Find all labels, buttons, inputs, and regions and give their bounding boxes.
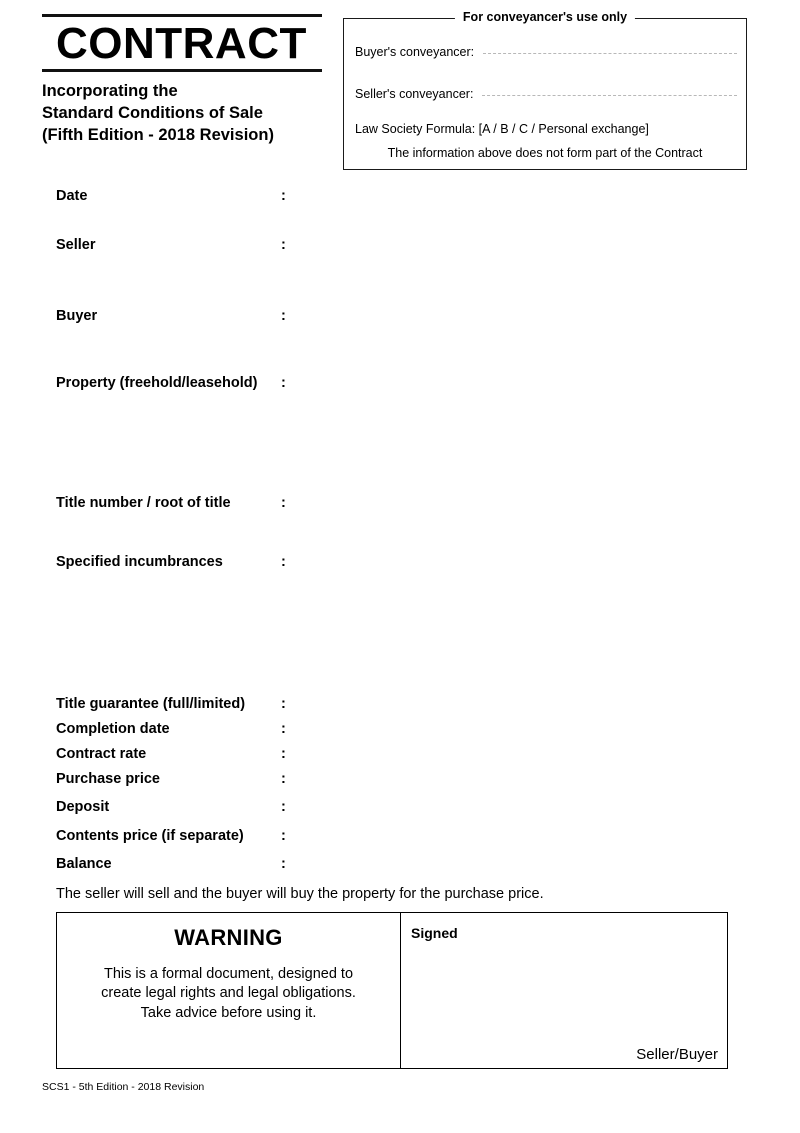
field-colon: : bbox=[281, 799, 286, 815]
field-colon: : bbox=[281, 696, 286, 712]
warning-heading: WARNING bbox=[174, 925, 283, 950]
field-label: Contents price (if separate) bbox=[56, 828, 244, 844]
conveyancer-use-box bbox=[343, 10, 747, 170]
field-label: Contract rate bbox=[56, 746, 147, 762]
warning-body-line-1: This is a formal document, designed to bbox=[103, 966, 354, 982]
field-colon: : bbox=[281, 375, 286, 391]
buyer-conveyancer-input[interactable] bbox=[483, 53, 737, 54]
subtitle-line-2: Standard Conditions of Sale bbox=[42, 104, 263, 123]
seller-conveyancer-input[interactable] bbox=[482, 95, 737, 96]
field-label: Balance bbox=[56, 856, 112, 872]
page-title: CONTRACT bbox=[56, 19, 307, 68]
field-row bbox=[56, 554, 736, 570]
seller-conveyancer-label: Seller's conveyancer: bbox=[355, 87, 474, 101]
subtitle-line-3: (Fifth Edition - 2018 Revision) bbox=[42, 126, 274, 145]
document-subtitle bbox=[42, 81, 334, 147]
field-colon: : bbox=[281, 308, 286, 324]
warning-cell bbox=[57, 913, 401, 1068]
field-colon: : bbox=[281, 856, 286, 872]
field-row bbox=[56, 375, 736, 391]
field-label: Seller bbox=[56, 237, 96, 253]
field-label: Property (freehold/leasehold) bbox=[56, 375, 258, 391]
header-rule-top bbox=[42, 14, 322, 17]
field-colon: : bbox=[281, 771, 286, 787]
signed-role-label: Seller/Buyer bbox=[636, 1046, 718, 1063]
buyer-conveyancer-label: Buyer's conveyancer: bbox=[355, 45, 475, 59]
field-colon: : bbox=[281, 746, 286, 762]
field-row bbox=[56, 856, 736, 872]
buyer-conveyancer-row bbox=[355, 45, 737, 59]
field-colon: : bbox=[281, 188, 286, 204]
warning-body bbox=[67, 965, 390, 1023]
field-label: Title number / root of title bbox=[56, 495, 231, 511]
field-label: Completion date bbox=[56, 721, 170, 737]
field-label: Purchase price bbox=[56, 771, 160, 787]
field-label: Deposit bbox=[56, 799, 110, 815]
subtitle-line-1: Incorporating the bbox=[42, 82, 178, 101]
field-row bbox=[56, 308, 736, 324]
field-row bbox=[56, 771, 736, 787]
field-row bbox=[56, 746, 736, 762]
field-row bbox=[56, 721, 736, 737]
header-rule-bottom bbox=[42, 69, 322, 72]
field-label: Buyer bbox=[56, 308, 98, 324]
field-row bbox=[56, 495, 736, 511]
field-colon: : bbox=[281, 721, 286, 737]
field-row bbox=[56, 188, 736, 204]
conveyancer-box-legend: For conveyancer's use only bbox=[455, 10, 635, 24]
field-row bbox=[56, 237, 736, 253]
warning-signature-table bbox=[56, 912, 728, 1069]
field-row bbox=[56, 696, 736, 712]
field-label: Date bbox=[56, 188, 88, 204]
field-colon: : bbox=[281, 828, 286, 844]
field-colon: : bbox=[281, 237, 286, 253]
document-header bbox=[42, 14, 334, 147]
conveyancer-box-disclaimer: The information above does not form part of the Contract bbox=[387, 146, 703, 160]
field-row bbox=[56, 799, 736, 815]
law-society-formula-label[interactable]: Law Society Formula: [A / B / C / Personal exchange] bbox=[355, 122, 649, 136]
field-colon: : bbox=[281, 554, 286, 570]
field-colon: : bbox=[281, 495, 286, 511]
warning-body-line-2: create legal rights and legal obligations. bbox=[101, 985, 356, 1002]
seller-conveyancer-row bbox=[355, 87, 737, 101]
field-row bbox=[56, 828, 736, 844]
signature-cell[interactable] bbox=[401, 913, 727, 1068]
field-label: Title guarantee (full/limited) bbox=[56, 696, 246, 712]
sale-statement: The seller will sell and the buyer will buy the property for the purchase price. bbox=[56, 886, 544, 902]
warning-body-line-3: Take advice before using it. bbox=[140, 1004, 317, 1021]
footer-reference: SCS1 - 5th Edition - 2018 Revision bbox=[42, 1081, 205, 1093]
field-label: Specified incumbrances bbox=[56, 554, 223, 570]
signed-label: Signed bbox=[411, 925, 458, 941]
